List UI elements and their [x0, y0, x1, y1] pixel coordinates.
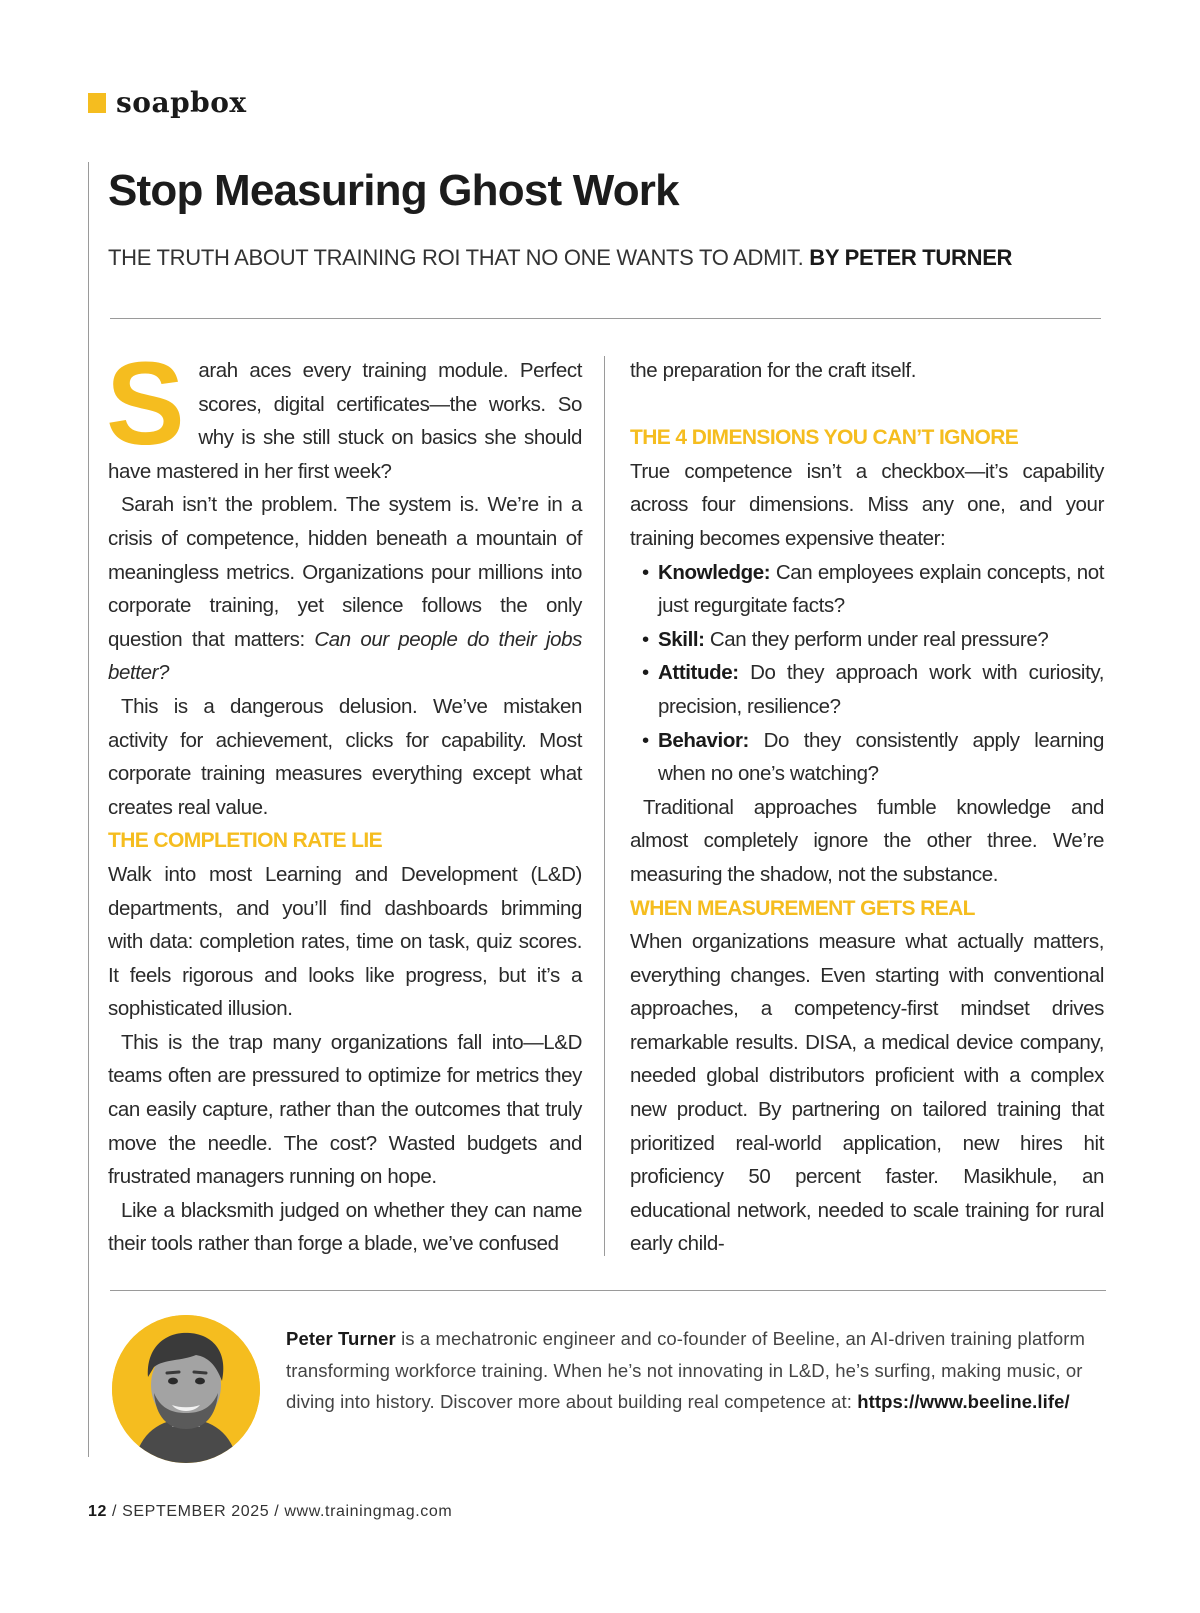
subhead-deck: THE TRUTH ABOUT TRAINING ROI THAT NO ONE WANTS TO ADMIT.	[108, 245, 804, 270]
bio-author-name: Peter Turner	[286, 1328, 396, 1349]
paragraph: True competence isn’t a checkbox—it’s capability across four dimensions. Miss any one, and your training becomes expensive theater:	[630, 459, 1104, 550]
paragraph: This is the trap many organizations fall into—L&D teams often are pressured to optimize for metrics they can easily capture, rather than the outcomes that truly move the needle. The cost? Wasted budgets and frustrated managers running on hope.	[108, 1030, 582, 1189]
list-item	[642, 556, 1104, 623]
header-divider	[110, 318, 1101, 319]
subheading-measurement-real: WHEN MEASUREMENT GETS REAL	[630, 896, 975, 920]
paragraph: Walk into most Learning and Development (L&D) departments, and you’ll find dashboards brimming with data: completion rates, time on task, quiz scores. It feels rigorous and looks like progress, but it’s a sophisticated illusion.	[108, 862, 582, 1021]
dimension-text: Can they perform under real pressure?	[709, 627, 1049, 651]
dimension-name: Knowledge:	[658, 560, 771, 584]
drop-cap: S	[106, 338, 185, 470]
bio-url-link[interactable]: https://www.beeline.life/	[857, 1391, 1070, 1413]
author-avatar	[112, 1315, 260, 1463]
left-margin-rule	[88, 162, 89, 1457]
section-tag	[88, 86, 247, 119]
list-item	[642, 656, 1104, 723]
tag-square-icon	[88, 93, 106, 113]
dimension-name: Skill:	[658, 627, 705, 651]
author-portrait-icon	[112, 1315, 260, 1463]
paragraph: This is a dangerous delusion. We’ve mistaken activity for achievement, clicks for capability. Most corporate training measures everything except what creates real value.	[108, 694, 582, 819]
intro-text: arah aces every training module. Perfect scores, digital certificates—the works. So why is she still stuck on basics she should have mastered in her first week?	[108, 359, 582, 483]
paragraph-text: Sarah isn’t the problem. The system is. We’re in a crisis of competence, hidden beneath a mountain of meaningless metrics. Organizations pour millions into corporate training, yet silence follows the only question that matters:	[108, 493, 582, 651]
paragraph: When organizations measure what actually matters, everything changes. Even starting with conventional approaches, a competency-first mindset drives remarkable results. DISA, a medical device company, needed global distributors proficient with a complex new product. By partnering on tailored training that prioritized real-world application, new hires hit proficiency 50 percent faster. Masikhule, an educational network, needed to scale training for rural early child-	[630, 930, 1104, 1256]
paragraph: Like a blacksmith judged on whether they can name their tools rather than forge a blade, we’ve confused	[108, 1198, 582, 1256]
column-divider	[604, 356, 605, 1256]
bio-text: is a mechatronic engineer and co-founder of Beeline, an AI-driven training platform transforming workforce training. When he’s not innovating in L&D, he’s surfing, making music, or diving into history. Discover more about building real competence at:	[286, 1328, 1086, 1413]
page-footer	[88, 1503, 452, 1521]
subheading-dimensions: THE 4 DIMENSIONS YOU CAN’T IGNORE	[630, 426, 1019, 450]
dimension-name: Attitude:	[658, 661, 739, 685]
byline: BY PETER TURNER	[809, 245, 1013, 270]
dimensions-list	[630, 556, 1104, 791]
dimension-text: Do they approach work with curiosity, precision, resilience?	[658, 661, 1104, 718]
paragraph-continued: the preparation for the craft itself.	[630, 359, 917, 382]
footer-issue: / SEPTEMBER 2025 / www.trainingmag.com	[107, 1503, 453, 1520]
article-headline: Stop Measuring Ghost Work	[108, 166, 679, 215]
paragraph	[108, 488, 582, 690]
subheading-completion-rate: THE COMPLETION RATE LIE	[108, 829, 382, 853]
article-column-left	[106, 338, 582, 1261]
paragraph: Traditional approaches fumble knowledge and almost completely ignore the other three. We’re measuring the shadow, not the substance.	[630, 795, 1104, 886]
article-subhead	[108, 245, 1012, 271]
page-number: 12	[88, 1503, 107, 1520]
list-item	[642, 724, 1104, 791]
author-bio	[286, 1323, 1086, 1418]
section-tag-label: soapbox	[116, 86, 247, 119]
article-column-right	[630, 354, 1104, 1261]
key-question: Can our people do their jobs better?	[108, 627, 582, 685]
bio-divider	[110, 1290, 1106, 1291]
dimension-text: Can employees explain concepts, not just regurgitate facts?	[658, 560, 1104, 618]
dimension-text: Do they consistently apply learning when no one’s watching?	[658, 728, 1104, 786]
list-item	[642, 623, 1104, 657]
paragraph-intro	[106, 338, 582, 488]
dimension-name: Behavior:	[658, 728, 749, 752]
